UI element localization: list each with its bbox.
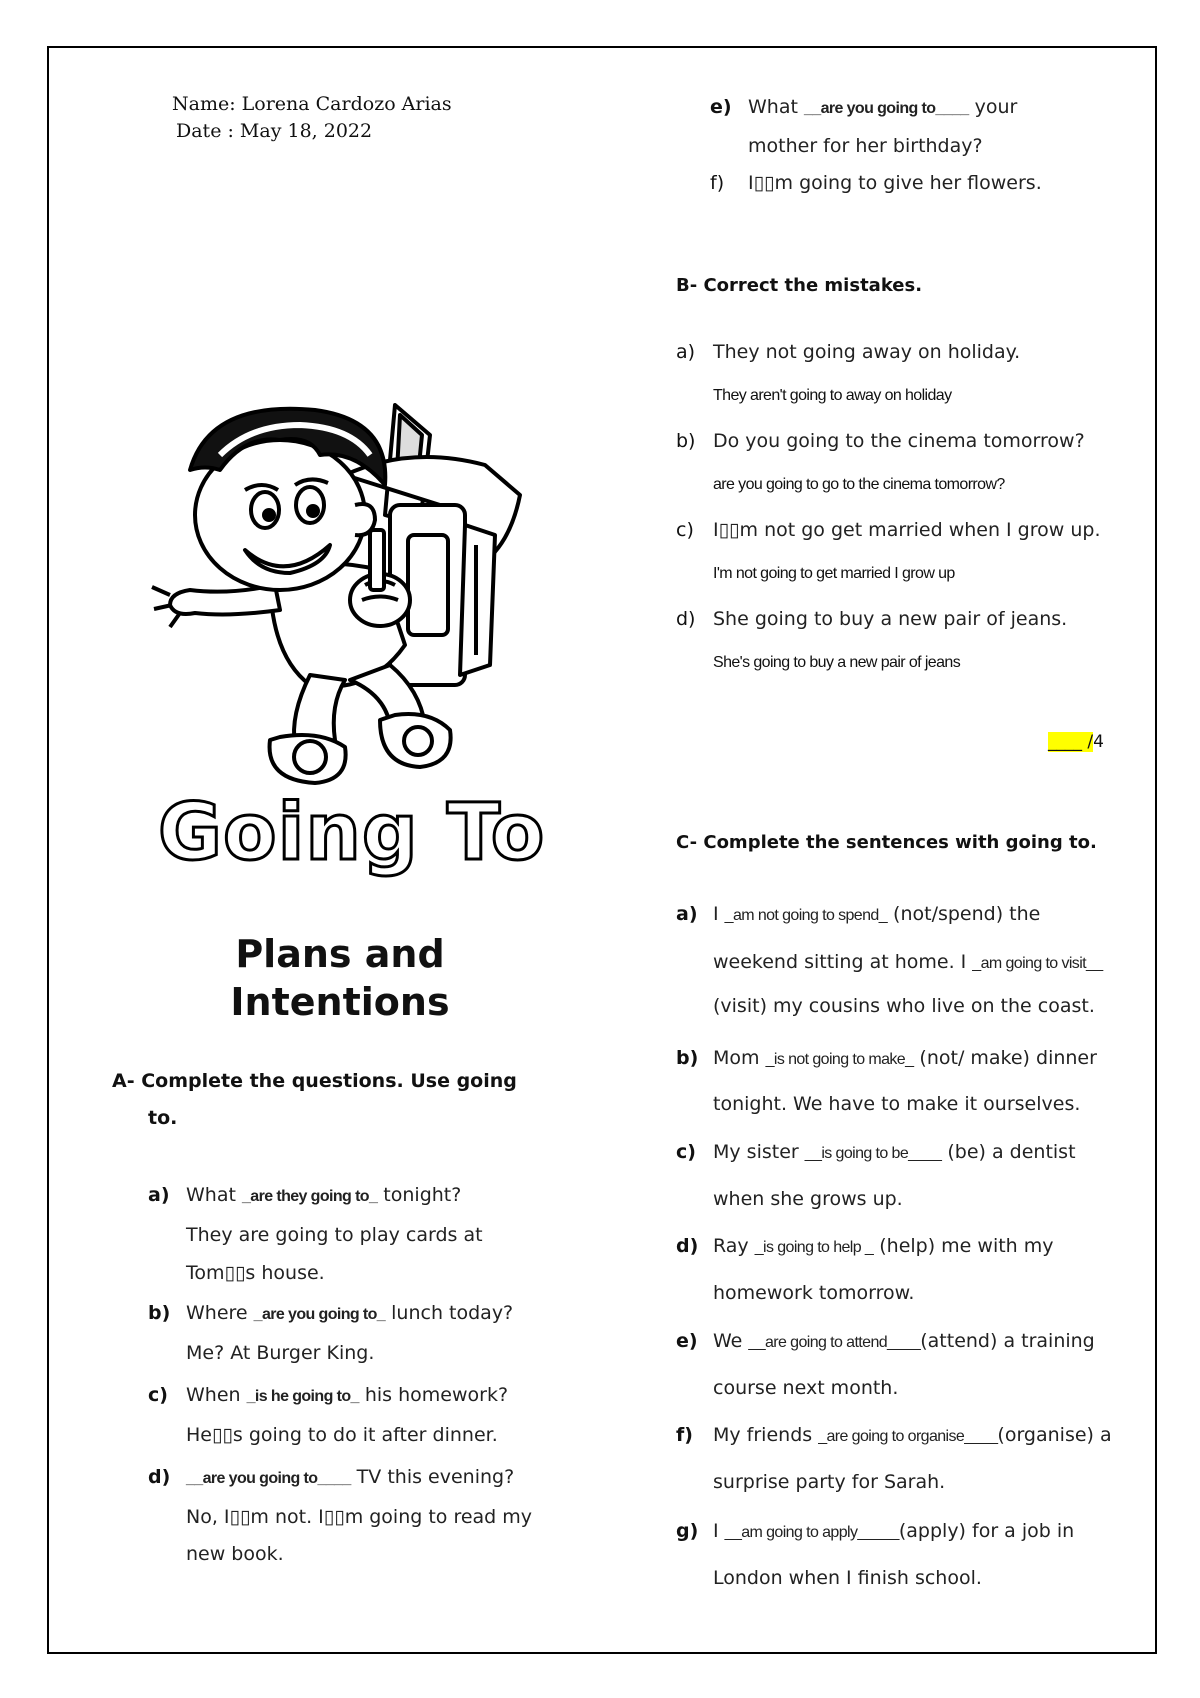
student-name: Name: Lorena Cardozo Arias	[172, 93, 452, 115]
item-label: f)	[676, 1424, 693, 1446]
answer-text: I'm not going to get married I grow up	[713, 565, 955, 582]
sentence-text: (organise) a	[997, 1424, 1112, 1446]
section-a-heading: A- Complete the questions. Use going	[112, 1070, 517, 1092]
item-label: e)	[676, 1330, 698, 1352]
sentence-text: homework tomorrow.	[713, 1282, 915, 1304]
sentence-line	[713, 1235, 1054, 1257]
reply-text: new book.	[186, 1543, 284, 1565]
answer-text: _are you going to_	[253, 1306, 386, 1323]
sentence-text: (be) a dentist	[941, 1141, 1076, 1163]
reply-text: He▯▯s going to do it after dinner.	[186, 1424, 498, 1446]
sentence-line	[713, 951, 1103, 973]
section-b-heading: B- Correct the mistakes.	[676, 275, 923, 296]
sentence-line	[713, 1141, 1076, 1163]
question-text: tonight?	[377, 1184, 462, 1206]
item-label: b)	[676, 430, 696, 452]
subtitle-line-1: Plans and	[235, 932, 445, 976]
question-text: When	[186, 1384, 247, 1406]
sentence-text: course next month.	[713, 1377, 899, 1399]
sentence-text: London when I finish school.	[713, 1567, 982, 1589]
sentence-text: (visit) my cousins who live on the coast.	[713, 995, 1095, 1017]
sentence-line	[713, 1520, 1074, 1542]
answer-text: __is going to be____	[804, 1145, 942, 1162]
score	[1048, 732, 1104, 752]
sentence-line	[713, 1047, 1097, 1069]
sentence-text: We	[713, 1330, 749, 1352]
title-going-to: Going To	[158, 788, 546, 878]
reply-text: Me? At Burger King.	[186, 1342, 375, 1364]
answer-text: They aren't going to away on holiday	[713, 387, 952, 404]
item-label: c)	[676, 1141, 696, 1163]
sentence-text: They not going away on holiday.	[713, 341, 1021, 363]
question-text: What	[186, 1184, 242, 1206]
sentence-text: Mom	[713, 1047, 766, 1069]
reply-text: No, I▯▯m not. I▯▯m going to read my	[186, 1506, 533, 1528]
subtitle	[190, 930, 490, 1026]
question-text: lunch today?	[385, 1302, 514, 1324]
question-text: TV this evening?	[350, 1466, 515, 1488]
answer-text: _are they going to_	[241, 1188, 378, 1205]
question-line	[748, 96, 1017, 118]
sentence-text: (apply) for a job in	[898, 1520, 1075, 1542]
question-text: Where	[186, 1302, 254, 1324]
reply-text: I▯▯m going to give her flowers.	[748, 172, 1042, 194]
question-line	[186, 1384, 508, 1406]
item-label: c)	[148, 1384, 168, 1406]
item-label: a)	[148, 1184, 170, 1206]
question-line	[186, 1466, 514, 1488]
answer-text: __are you going to____	[186, 1470, 351, 1487]
sentence-line	[713, 1424, 1112, 1446]
question-text: his homework?	[358, 1384, 509, 1406]
question-line	[186, 1302, 513, 1324]
answer-text: __am going to apply_____	[724, 1524, 899, 1541]
answer-text: _is he going to_	[246, 1388, 359, 1405]
question-text: What	[748, 96, 804, 118]
reply-text: mother for her birthday?	[748, 135, 983, 157]
item-label: a)	[676, 903, 698, 925]
score-total: 4	[1093, 732, 1104, 752]
item-label: c)	[676, 519, 694, 541]
cartoon-schoolboy-icon	[150, 395, 530, 790]
sentence-text: when she grows up.	[713, 1188, 903, 1210]
sentence-text: (help) me with my	[873, 1235, 1054, 1257]
section-c-heading: C- Complete the sentences with going to.	[676, 832, 1097, 853]
sentence-text: She going to buy a new pair of jeans.	[713, 608, 1068, 630]
section-a-heading-cont: to.	[148, 1107, 178, 1129]
question-line	[186, 1184, 461, 1206]
sentence-text: tonight. We have to make it ourselves.	[713, 1093, 1081, 1115]
item-label: g)	[676, 1520, 699, 1542]
item-label: e)	[710, 96, 732, 118]
sentence-text: (not/spend) the	[887, 903, 1041, 925]
sentence-text: My friends	[713, 1424, 819, 1446]
sentence-text: (not/ make) dinner	[913, 1047, 1097, 1069]
reply-text: Tom▯▯s house.	[186, 1262, 325, 1284]
item-label: f)	[710, 172, 725, 194]
answer-text: __are going to attend____	[748, 1334, 921, 1351]
answer-text: _am going to visit__	[972, 955, 1103, 972]
answer-text: _are going to organise____	[818, 1428, 998, 1445]
item-label: d)	[676, 608, 696, 630]
question-text: your	[968, 96, 1018, 118]
item-label: a)	[676, 341, 696, 363]
answer-text: _is not going to make_	[765, 1051, 914, 1068]
subtitle-line-2: Intentions	[230, 980, 450, 1024]
reply-text: They are going to play cards at	[186, 1224, 483, 1246]
sentence-text: (attend) a training	[920, 1330, 1095, 1352]
answer-text: _am not going to spend_	[724, 907, 887, 924]
answer-text: _is going to help _	[754, 1239, 874, 1256]
item-label: d)	[676, 1235, 699, 1257]
sentence-text: surprise party for Sarah.	[713, 1471, 946, 1493]
item-label: b)	[676, 1047, 699, 1069]
sentence-text: I	[713, 903, 725, 925]
answer-text: She's going to buy a new pair of jeans	[713, 654, 961, 671]
sentence-line	[713, 1330, 1095, 1352]
sentence-text: My sister	[713, 1141, 805, 1163]
answer-text: are you going to go to the cinema tomorrow?	[713, 476, 1005, 493]
date: Date : May 18, 2022	[176, 120, 373, 142]
item-label: b)	[148, 1302, 171, 1324]
sentence-text: Do you going to the cinema tomorrow?	[713, 430, 1085, 452]
score-blank: ____ /	[1048, 732, 1094, 752]
sentence-text: I▯▯m not go get married when I grow up.	[713, 519, 1101, 541]
sentence-line	[713, 903, 1040, 925]
sentence-text: I	[713, 1520, 725, 1542]
answer-text: __are you going to____	[803, 100, 969, 117]
sentence-text: weekend sitting at home. I	[713, 951, 973, 973]
sentence-text: Ray	[713, 1235, 755, 1257]
item-label: d)	[148, 1466, 171, 1488]
